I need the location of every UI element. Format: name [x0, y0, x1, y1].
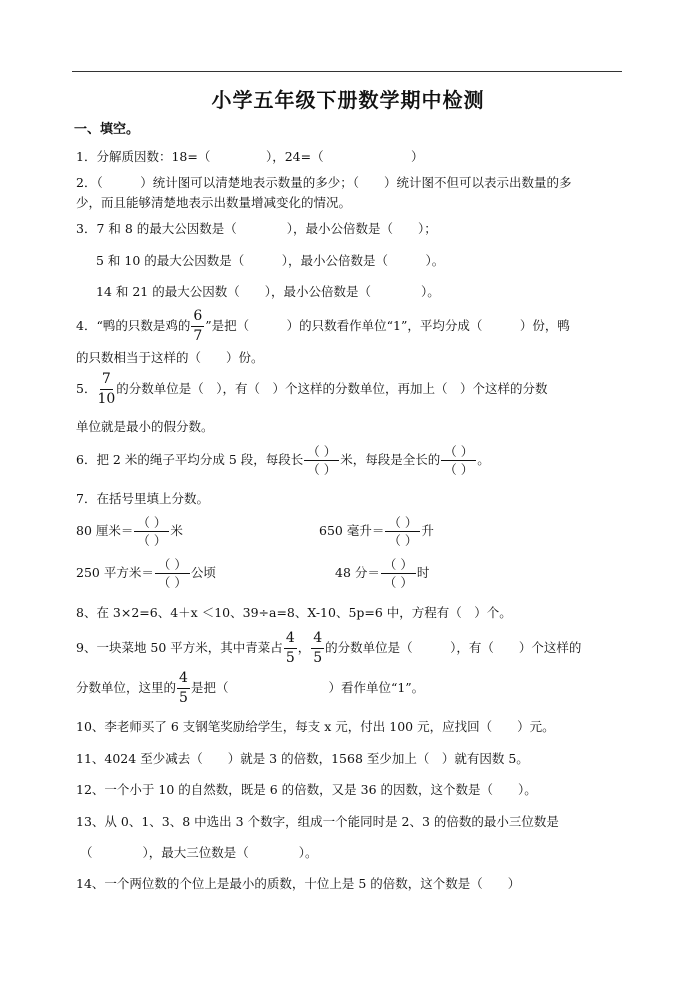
- question-11: 11、4024 至少减去（ ）就是 3 的倍数，1568 至少加上（ ）就有因数 5。: [76, 751, 529, 766]
- blank-fraction: $\frac{( )}{( )}$: [441, 444, 476, 477]
- question-3-line3: 14 和 21 的最大公因数（ ），最小公倍数是（ ）。: [96, 284, 440, 299]
- question-7: 7．在括号里填上分数。: [76, 491, 209, 506]
- question-3-line1: 3．7 和 8 的最大公因数是（ ），最小公倍数是（ ）；: [76, 221, 437, 236]
- question-2-line1: 2．（ ）统计图可以清楚地表示数量的多少；（ ）统计图不但可以表示出数量的多: [76, 175, 572, 190]
- fraction-4-5: $\frac{4}{5}$: [313, 630, 323, 666]
- q7-item-4: 48 分＝ $\frac{( )}{( )}$ 时: [335, 557, 430, 590]
- fraction-6-7: $\frac{6}{7}$: [193, 308, 203, 344]
- blank-fraction: $\frac{( )}{( )}$: [155, 557, 190, 590]
- question-12: 12、一个小于 10 的自然数，既是 6 的倍数，又是 36 的因数，这个数是（ ）。: [76, 782, 537, 797]
- question-13-line2: （ ），最大三位数是（ ）。: [80, 845, 318, 860]
- question-5-line2: 单位就是最小的假分数。: [76, 419, 214, 434]
- q7-item-2: 650 毫升＝ $\frac{( )}{( )}$ 升: [319, 515, 434, 548]
- question-8: 8、在 3×2=6、4＋x ＜10、39÷a=8、X-10、5p=6 中，方程有（ ）个。: [76, 605, 512, 620]
- fraction-4-5: $\frac{4}{5}$: [285, 630, 295, 666]
- fraction-4-5: $\frac{4}{5}$: [179, 670, 188, 706]
- question-1: 1．分解质因数：18=（ ），24=（ ）: [76, 149, 424, 164]
- q7-item-1: 80 厘米＝ $\frac{( )}{( )}$ 米: [76, 515, 183, 548]
- blank-fraction: $\frac{( )}{( )}$: [381, 557, 416, 590]
- question-5-line1: 5． $\frac{7}{10}$ 的分数单位是（ ），有（ ）个这样的分数单位，再加上（ ）个这样的分数: [76, 371, 548, 407]
- question-14: 14、一个两位数的个位上是最小的质数，十位上是 5 的倍数，这个数是（ ）: [76, 876, 521, 891]
- q7-item-3: 250 平方米＝ $\frac{( )}{( )}$ 公顷: [76, 557, 216, 590]
- question-2-line2: 少，而且能够清楚地表示出数量增减变化的情况。: [76, 195, 352, 210]
- section-heading: 一、填空。: [74, 122, 140, 137]
- blank-fraction: $\frac{( )}{( )}$: [385, 515, 420, 548]
- blank-fraction: $\frac{( )}{( )}$: [134, 515, 169, 548]
- question-4-line2: 的只数相当于这样的（ ）份。: [76, 350, 264, 365]
- question-13-line1: 13、从 0、1、3、8 中选出 3 个数字，组成一个能同时是 2、3 的倍数的最小三位数是: [76, 814, 559, 829]
- question-10: 10、李老师买了 6 支钢笔奖励给学生，每支 x 元，付出 100 元，应找回（ ）元。: [76, 719, 555, 734]
- fraction-7-10: $\frac{7}{10}$: [97, 371, 116, 407]
- blank-fraction: $\frac{( )}{( )}$: [304, 444, 339, 477]
- question-4-line1: 4．“鸭的只数是鸡的 $\frac{6}{7}$ ”是把（ ）的只数看作单位“1”，平均分成（ ）份，鸭: [76, 308, 570, 344]
- page-title: 小学五年级下册数学期中检测: [211, 88, 485, 112]
- question-6: 6．把 2 米的绳子平均分成 5 段，每段长 $\frac{( )}{( )}$ 米，每段是全长的 $\frac{( )}{( )}$ 。: [76, 444, 490, 477]
- question-9-line1: 9、一块菜地 50 平方米，其中青菜占 $\frac{4}{5}$ ， $\frac{4}{5}$ 的分数单位是（ ），有（ ）个这样的: [76, 630, 582, 666]
- header-rule: [72, 71, 622, 72]
- question-9-line2: 分数单位，这里的 $\frac{4}{5}$ 是把（ ）看作单位“1”。: [76, 670, 425, 706]
- question-3-line2: 5 和 10 的最大公因数是（ ），最小公倍数是（ ）。: [96, 253, 445, 268]
